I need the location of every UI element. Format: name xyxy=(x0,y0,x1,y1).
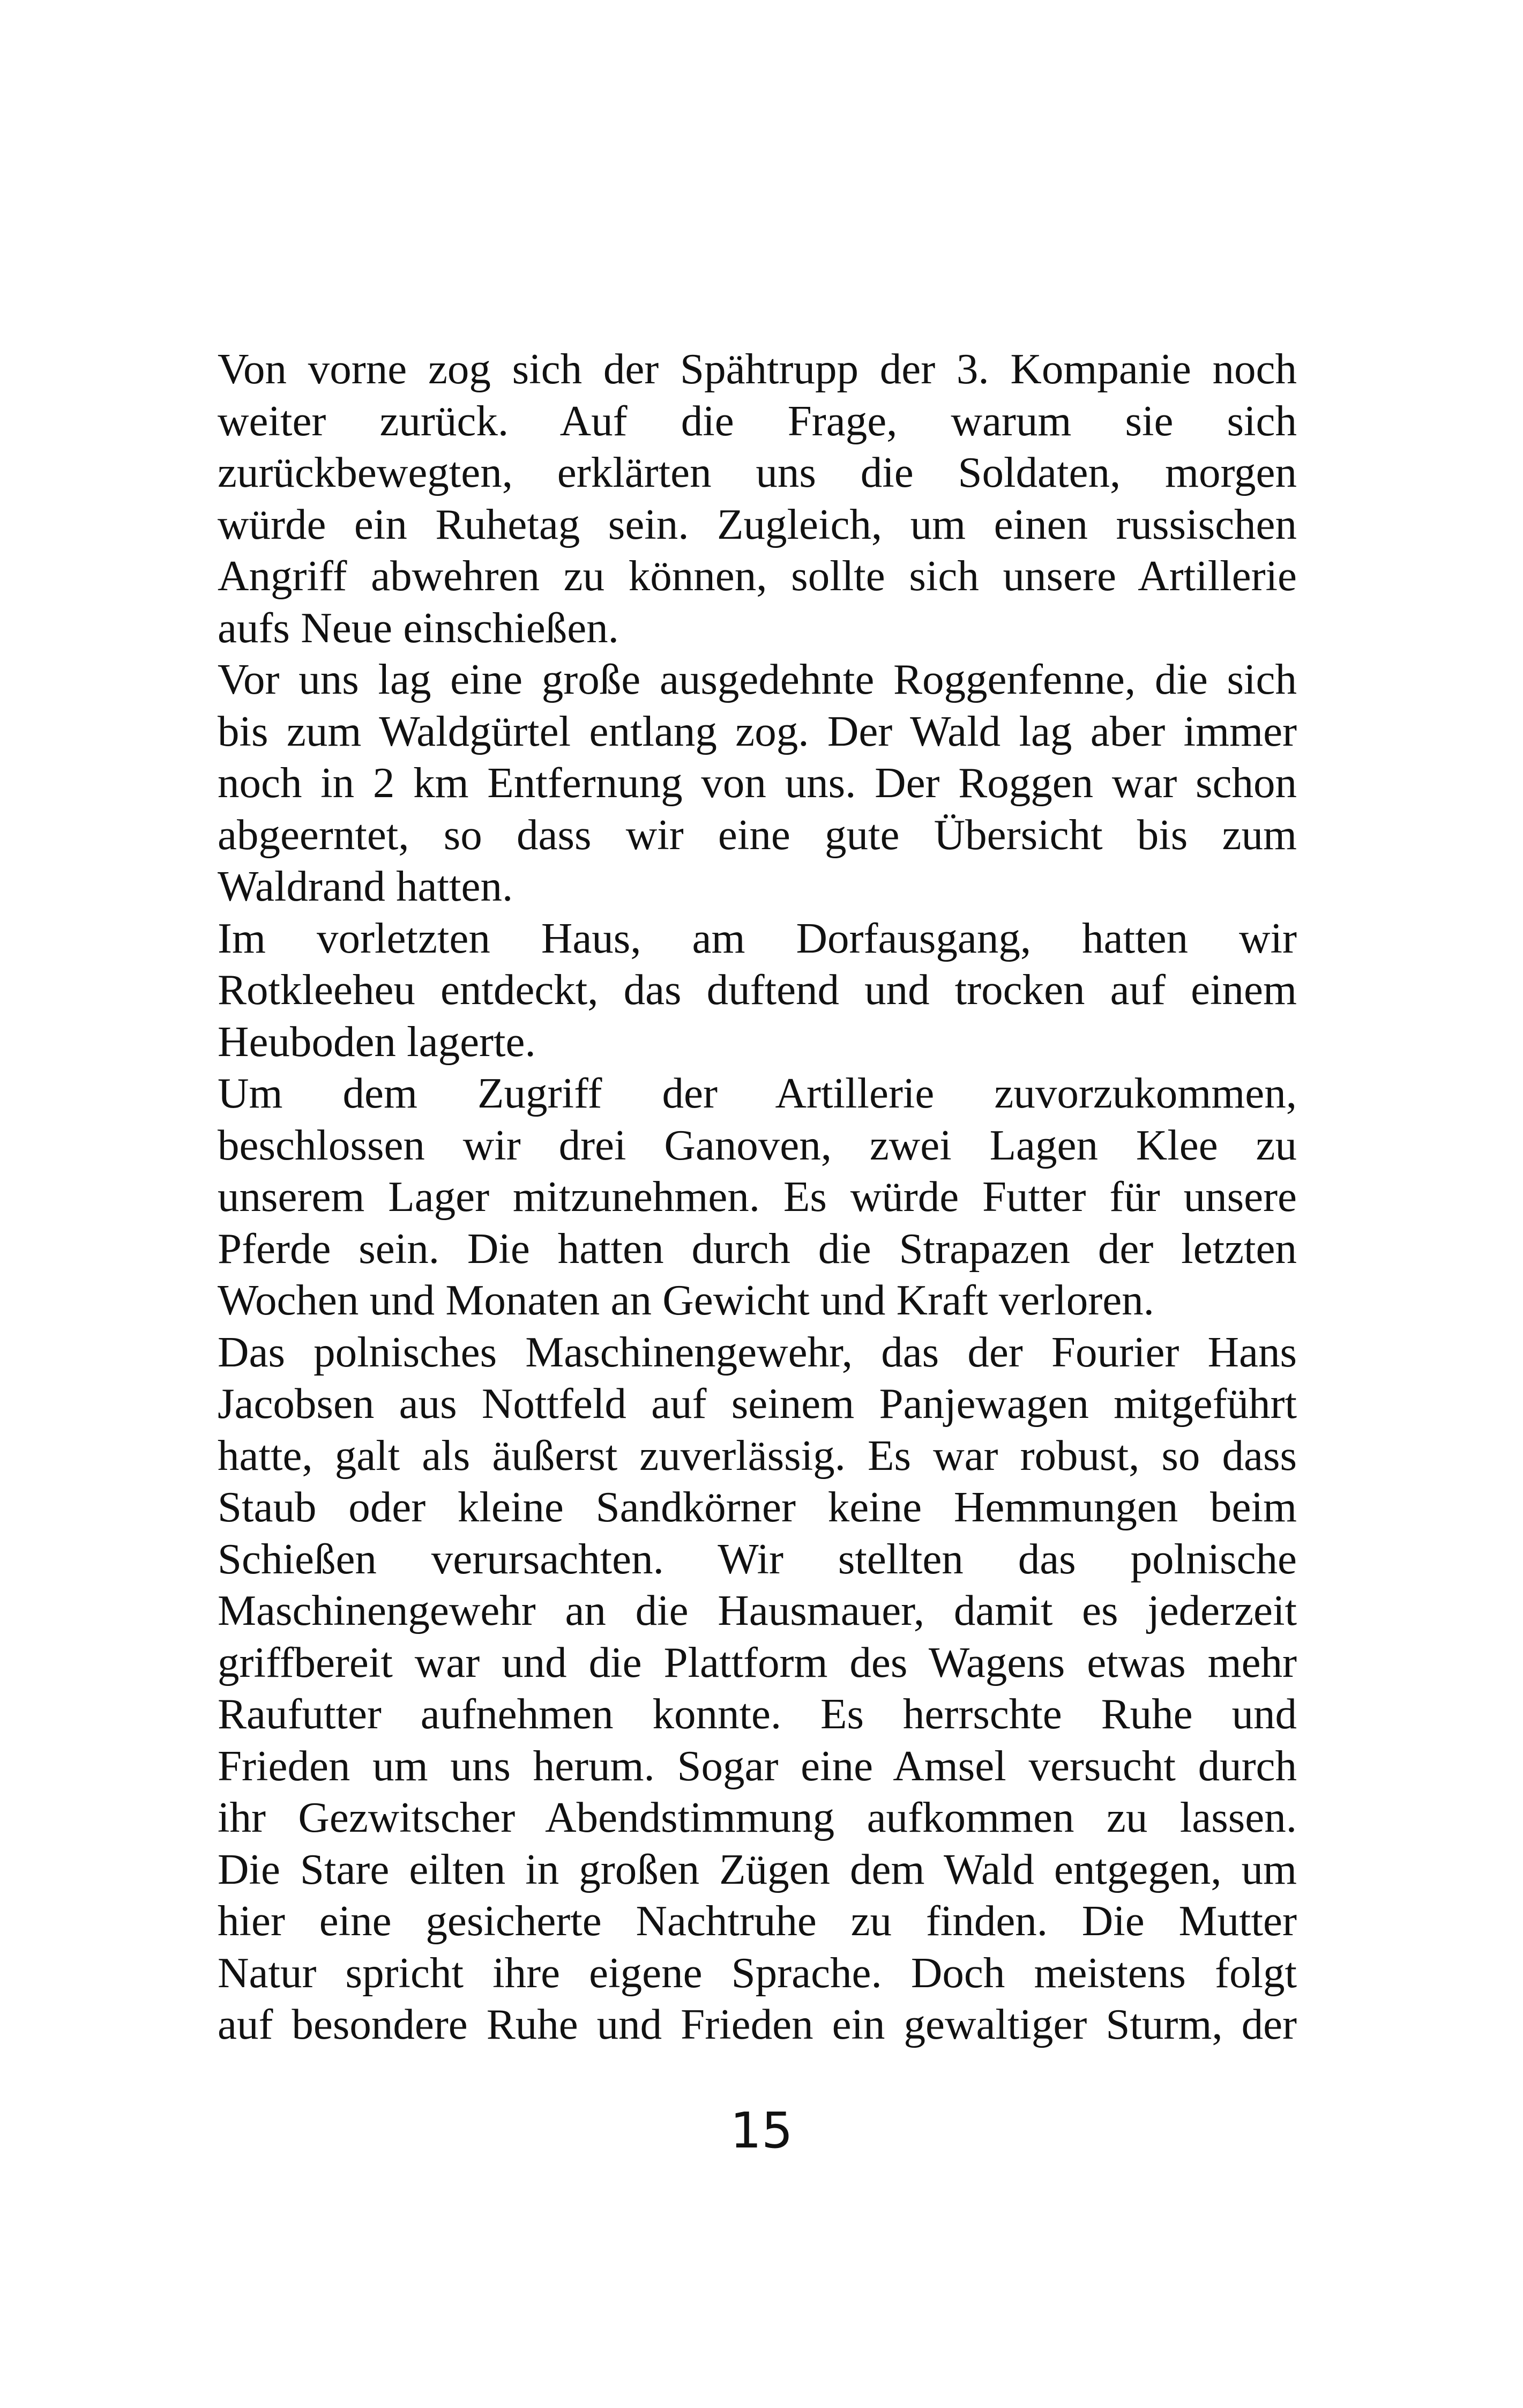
text-line: unserem Lager mitzunehmen. Es würde Futter für unsere xyxy=(218,1172,1297,1221)
text-line: bis zum Waldgürtel entlang zog. Der Wald lag aber immer xyxy=(218,707,1297,755)
text-line: hier eine gesicherte Nachtruhe zu finden. Die Mutter xyxy=(218,1897,1297,1945)
text-line: weiter zurück. Auf die Frage, warum sie sich xyxy=(218,396,1297,445)
text-line: Staub oder kleine Sandkörner keine Hemmungen beim xyxy=(218,1483,1297,1531)
text-line: hatte, galt als äußerst zuverlässig. Es war robust, so dass xyxy=(218,1431,1297,1480)
paragraph xyxy=(218,1067,1297,1326)
paragraph xyxy=(218,1326,1297,2050)
text-line: Natur spricht ihre eigene Sprache. Doch meistens folgt xyxy=(218,1948,1297,1997)
text-line: aufs Neue einschießen. xyxy=(218,603,619,652)
text-line: Angriff abwehren zu können, sollte sich unsere Artillerie xyxy=(218,552,1297,600)
text-line: Maschinengewehr an die Hausmauer, damit es jederzeit xyxy=(218,1586,1297,1634)
text-line: Raufutter aufnehmen konnte. Es herrschte Ruhe und xyxy=(218,1690,1297,1738)
text-line: Frieden um uns herum. Sogar eine Amsel versucht durch xyxy=(218,1741,1297,1790)
text-line: beschlossen wir drei Ganoven, zwei Lagen Klee zu xyxy=(218,1120,1297,1169)
text-line: Die Stare eilten in großen Zügen dem Wald entgegen, um xyxy=(218,1845,1297,1893)
text-line: Jacobsen aus Nottfeld auf seinem Panjewagen mitgeführt xyxy=(218,1379,1297,1428)
text-line: Heuboden lagerte. xyxy=(218,1017,536,1066)
text-line: Schießen verursachten. Wir stellten das polnische xyxy=(218,1534,1297,1583)
text-line: Wochen und Monaten an Gewicht und Kraft verloren. xyxy=(218,1276,1154,1324)
text-line: ihr Gezwitscher Abendstimmung aufkommen zu lassen. xyxy=(218,1793,1297,1841)
text-line: Um dem Zugriff der Artillerie zuvorzukommen, xyxy=(218,1069,1297,1117)
text-line: Im vorletzten Haus, am Dorfausgang, hatten wir xyxy=(218,913,1297,962)
body-text xyxy=(218,343,1297,2050)
text-line: Das polnisches Maschinengewehr, das der Fourier Hans xyxy=(218,1327,1297,1376)
paragraph xyxy=(218,343,1297,653)
text-line: noch in 2 km Entfernung von uns. Der Roggen war schon xyxy=(218,759,1297,807)
text-line: zurückbewegten, erklärten uns die Soldaten, morgen xyxy=(218,448,1297,496)
text-line: Pferde sein. Die hatten durch die Strapazen der letzten xyxy=(218,1224,1297,1273)
text-line: auf besondere Ruhe und Frieden ein gewaltiger Sturm, der xyxy=(218,2000,1297,2048)
text-line: griffbereit war und die Plattform des Wagens etwas mehr xyxy=(218,1638,1297,1686)
text-line: Vor uns lag eine große ausgedehnte Roggenfenne, die sich xyxy=(218,655,1297,703)
paragraph xyxy=(218,912,1297,1068)
text-line: Rotkleeheu entdeckt, das duftend und trocken auf einem xyxy=(218,965,1297,1014)
text-line: Waldrand hatten. xyxy=(218,862,513,910)
text-line: abgeerntet, so dass wir eine gute Übersicht bis zum xyxy=(218,810,1297,859)
text-line: Von vorne zog sich der Spähtrupp der 3. Kompanie noch xyxy=(218,345,1297,393)
text-line: würde ein Ruhetag sein. Zugleich, um einen russischen xyxy=(218,500,1297,548)
page-number: 15 xyxy=(730,2102,793,2159)
paragraph xyxy=(218,653,1297,912)
